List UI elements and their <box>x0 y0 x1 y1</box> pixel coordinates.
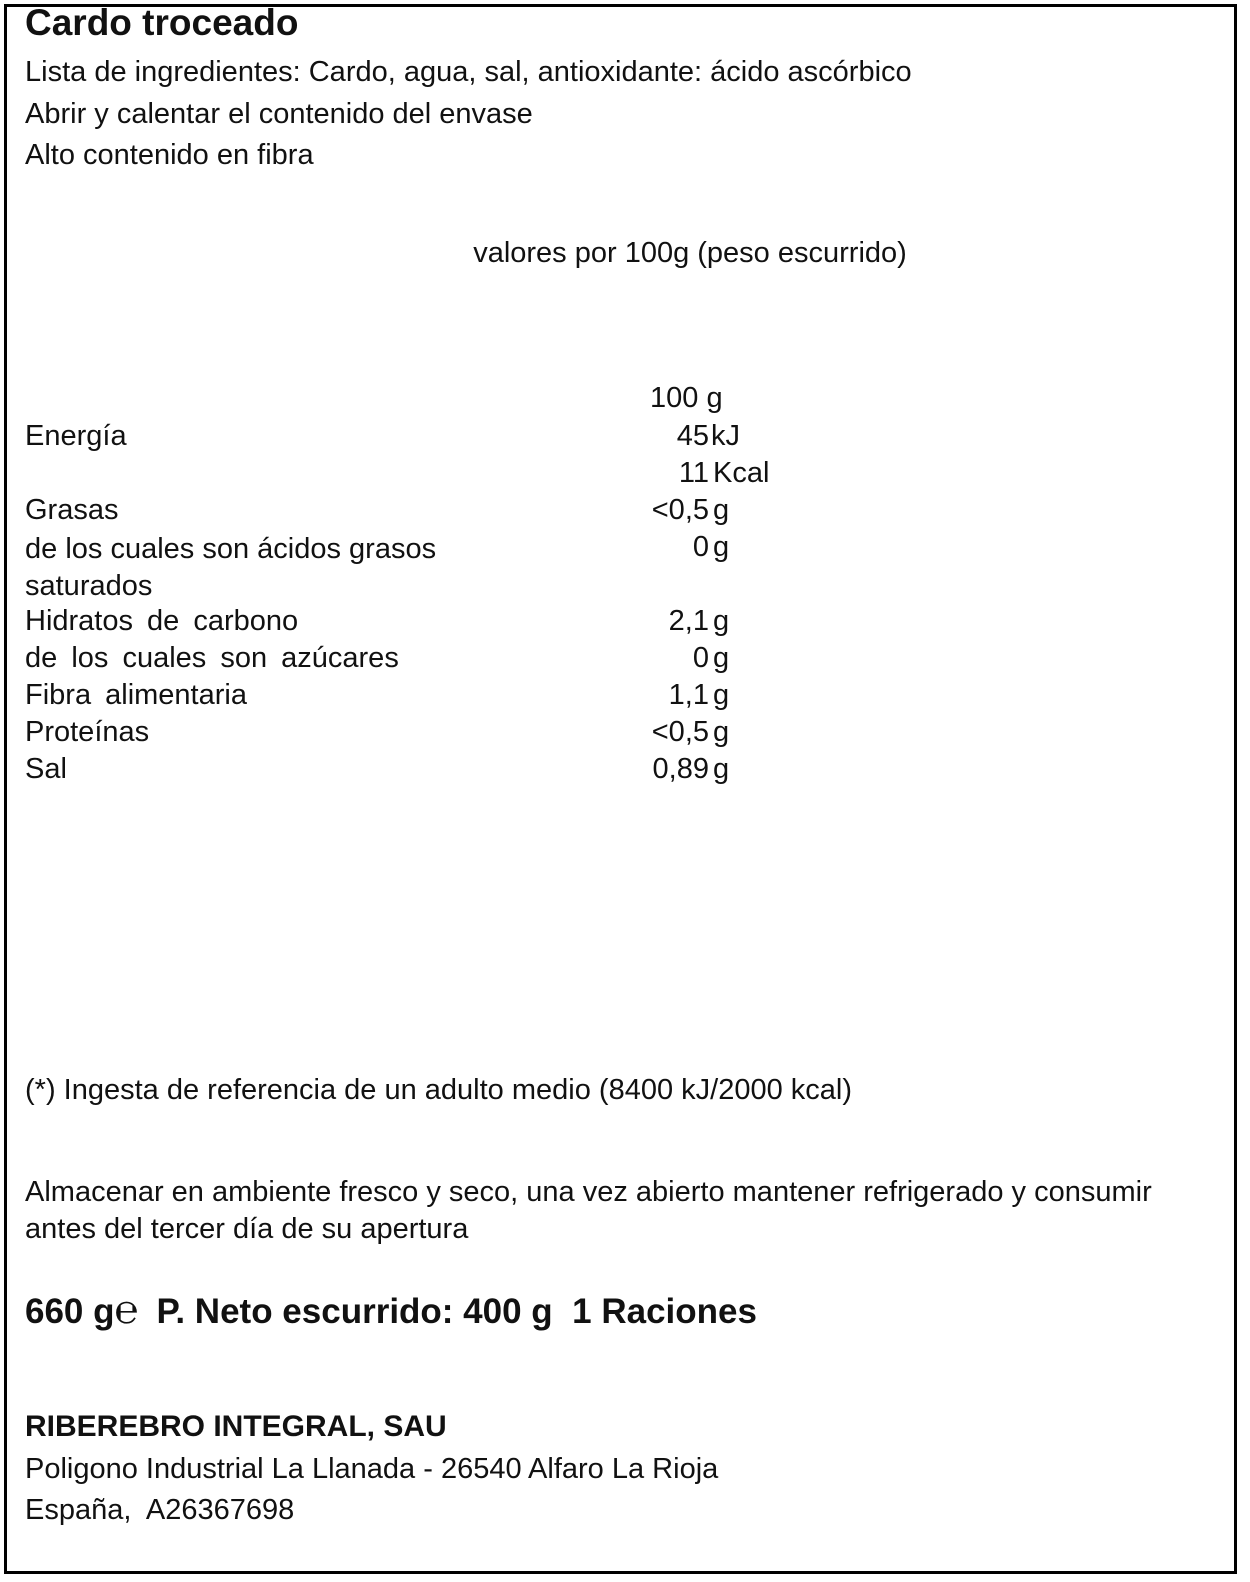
servings: 1 Raciones <box>572 1292 757 1331</box>
energy-kj-unit: kJ <box>711 420 740 452</box>
product-title: Cardo troceado <box>25 2 299 43</box>
nutrient-label-saturated-fat: de los cuales son ácidos grasos saturados <box>25 533 437 602</box>
company-address-line2: España, A26367698 <box>25 1494 295 1526</box>
nutrition-claim: Alto contenido en fibra <box>25 139 314 171</box>
energy-kcal-unit: Kcal <box>713 457 770 489</box>
nutrient-label-fiber: Fibra alimentaria <box>25 679 247 711</box>
reference-intake-footnote: (*) Ingesta de referencia de un adulto medio (8400 kJ/2000 kcal) <box>25 1074 852 1106</box>
nutrient-value-protein: <0,5 <box>651 716 709 748</box>
nutrient-value-saturated-fat: 0 <box>692 531 709 563</box>
nutrient-unit-fat: g <box>713 494 730 526</box>
storage-instructions: Almacenar en ambiente fresco y seco, una vez abierto mantener refrigerado y consumir antes del tercer día de su apertura <box>25 1176 1152 1245</box>
nutrient-label-protein: Proteínas <box>25 716 150 748</box>
nutrient-value-fiber: 1,1 <box>668 679 709 711</box>
nutrient-label-salt: Sal <box>25 753 67 785</box>
nutrient-unit-salt: g <box>713 753 730 785</box>
nutrient-label-fat: Grasas <box>25 494 119 526</box>
preparation-instructions: Abrir y calentar el contenido del envase <box>25 98 533 130</box>
per-100g-label: 100 g <box>650 382 723 414</box>
gross-weight: 660 g <box>25 1292 115 1331</box>
company-address-line1: Poligono Industrial La Llanada - 26540 Alfaro La Rioja <box>25 1453 719 1485</box>
nutrient-unit-fiber: g <box>713 679 730 711</box>
nutrient-value-carbohydrates: 2,1 <box>668 605 709 637</box>
nutrient-value-fat: <0,5 <box>651 494 709 526</box>
nutrient-unit-carbohydrates: g <box>713 605 730 637</box>
nutrient-label-carbohydrates: Hidratos de carbono <box>25 605 299 637</box>
ingredients-list: Lista de ingredientes: Cardo, agua, sal, antioxidante: ácido ascórbico <box>25 56 912 88</box>
energy-kcal-value: 11 <box>678 457 709 489</box>
estimated-sign-icon: ℮ <box>114 1288 139 1332</box>
weight-line <box>25 1290 757 1332</box>
nutrition-column-header: valores por 100g (peso escurrido) <box>473 237 907 269</box>
energy-kj-value: 45 <box>676 420 709 452</box>
nutrient-value-sugars: 0 <box>692 642 709 674</box>
nutrient-unit-protein: g <box>713 716 730 748</box>
nutrient-label-sugars: de los cuales son azúcares <box>25 642 399 674</box>
nutrient-unit-saturated-fat: g <box>713 531 730 563</box>
nutrient-unit-sugars: g <box>713 642 730 674</box>
net-drained-weight: P. Neto escurrido: 400 g <box>156 1292 553 1331</box>
company-name: RIBEREBRO INTEGRAL, SAU <box>25 1410 447 1443</box>
nutrient-value-salt: 0,89 <box>652 753 709 785</box>
energy-label: Energía <box>25 420 127 452</box>
